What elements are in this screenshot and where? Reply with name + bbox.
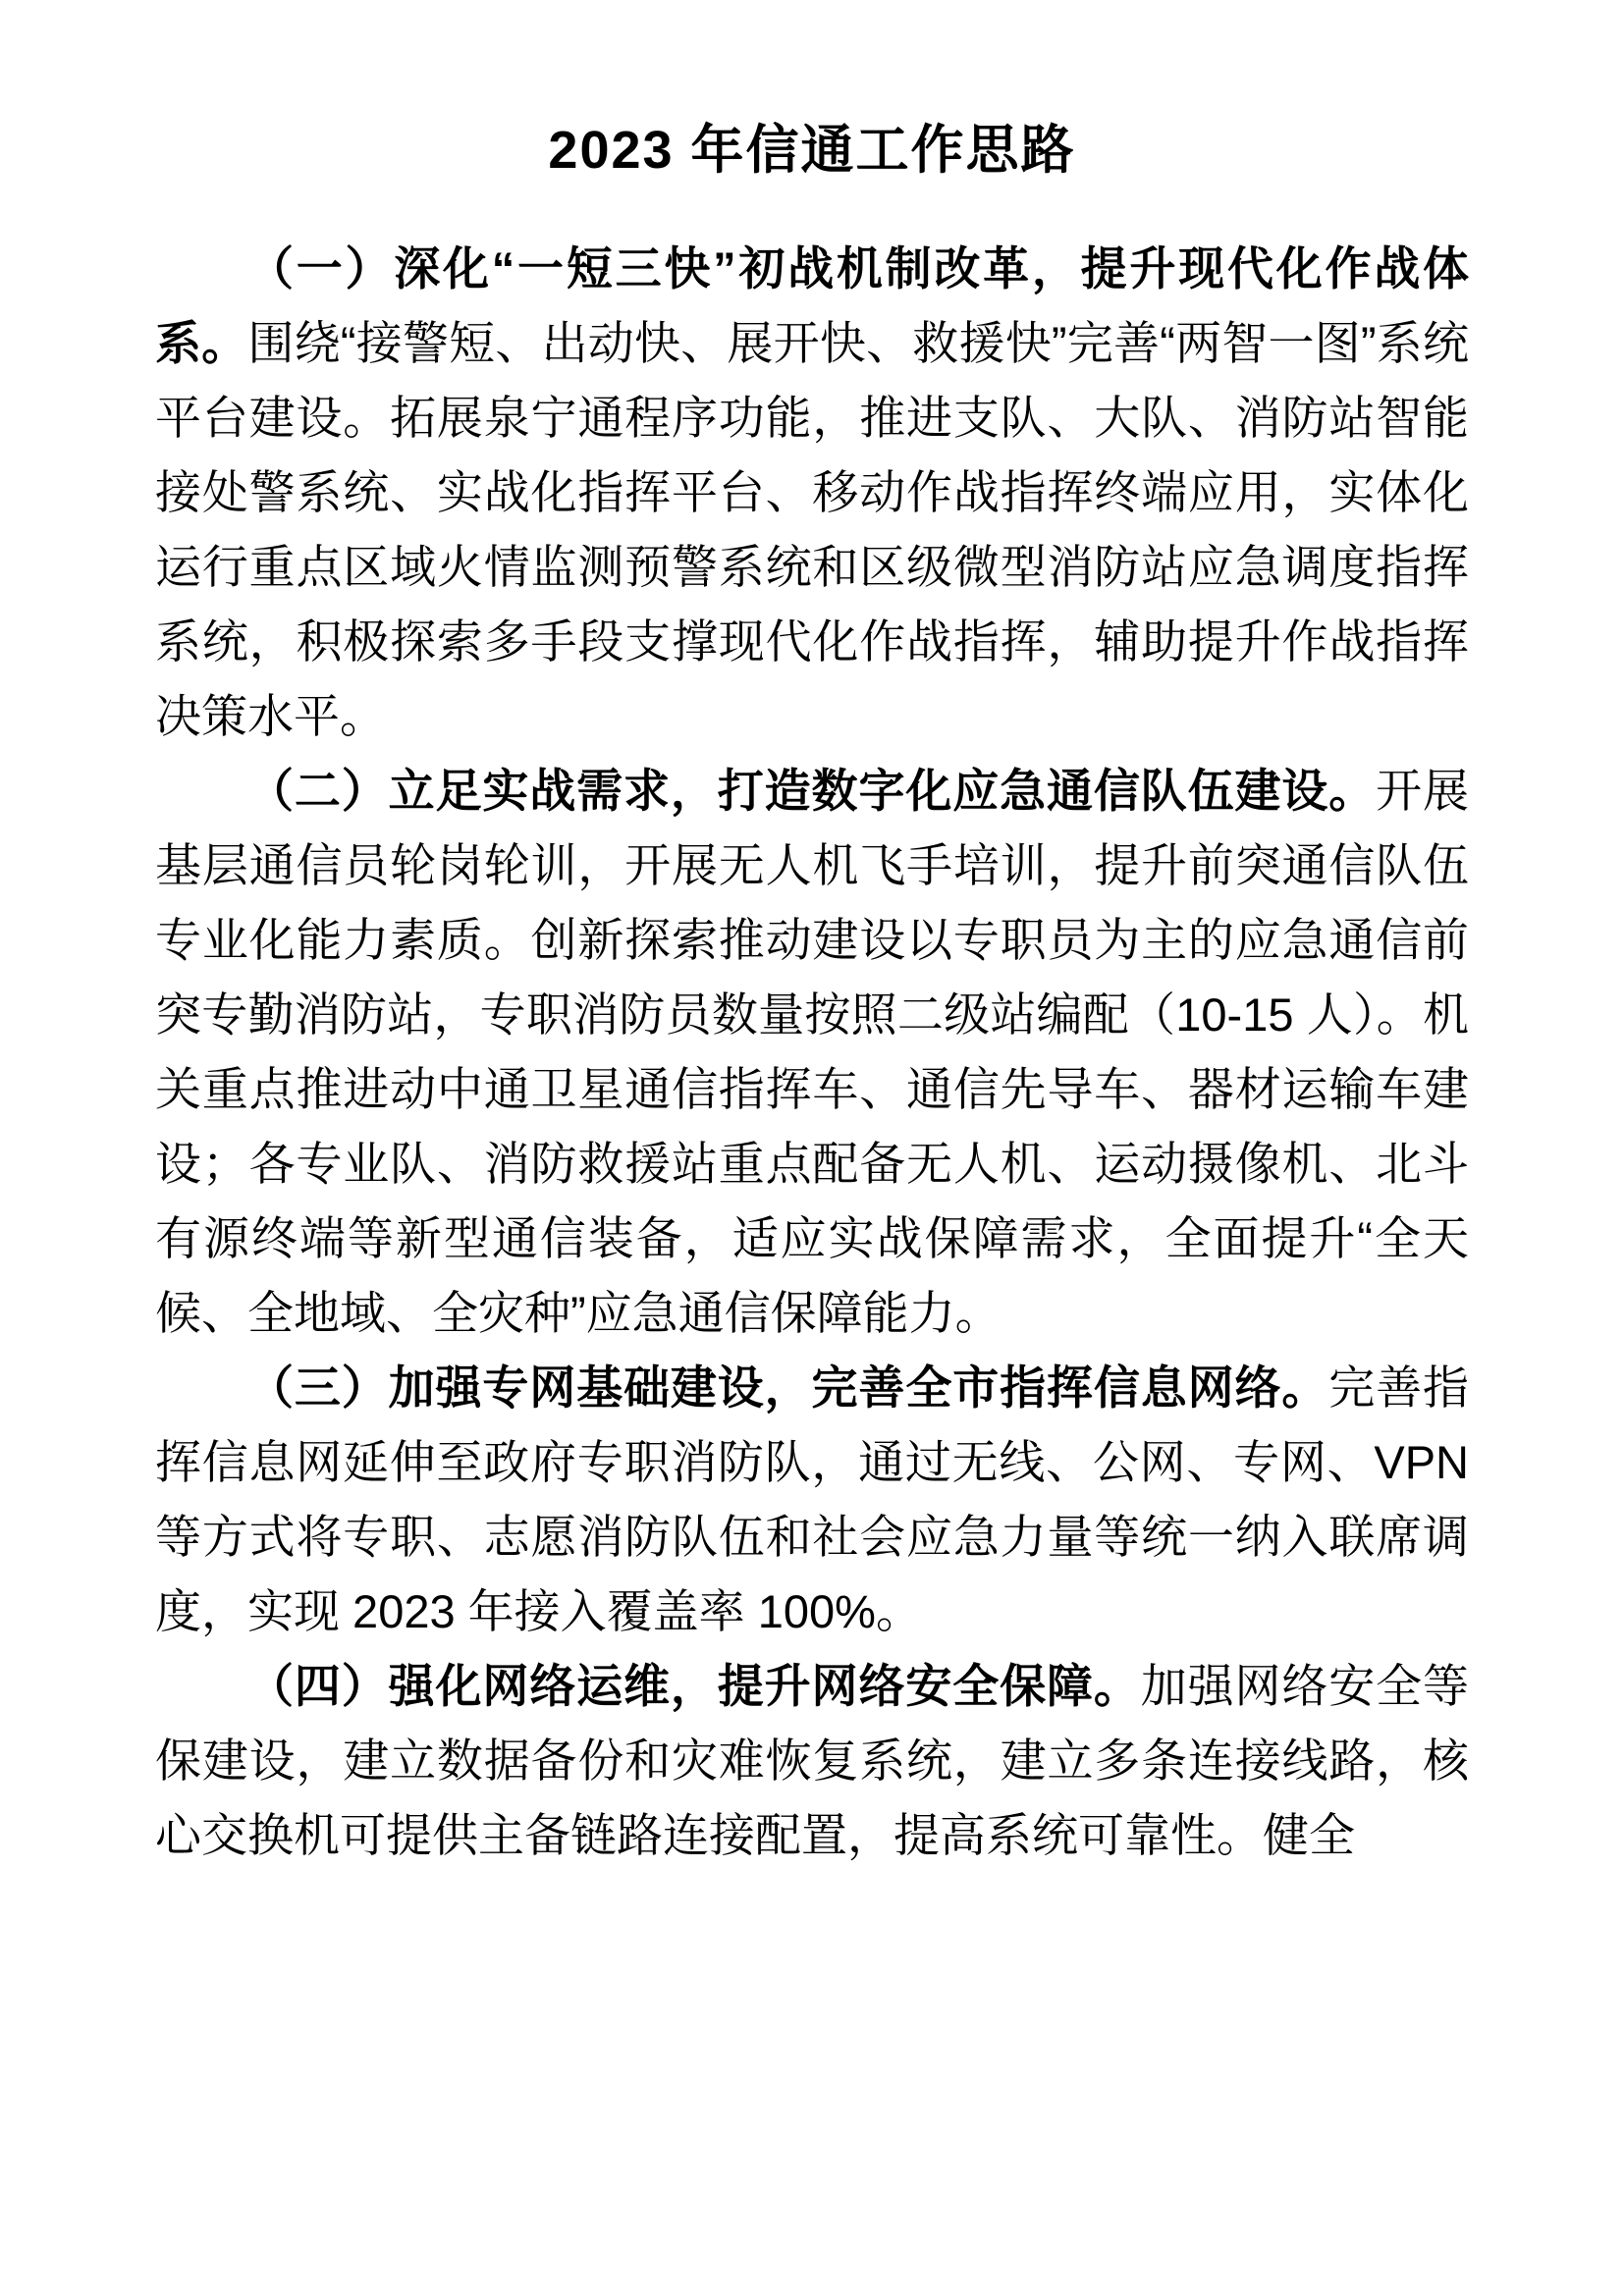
paragraph-1 bbox=[155, 232, 1469, 754]
document-title: 2023 年信通工作思路 bbox=[548, 121, 1076, 180]
paragraph-1-heading: （一）深化“一短三快”初战机制改革，提升现代化作战体系。 bbox=[155, 242, 1469, 370]
paragraph-3-body: 完善指挥信息网延伸至政府专职消防队，通过无线、公网、专网、VPN 等方式将专职、志愿消防队伍和社会应急力量等统一纳入联席调度，实现 2023 年接入覆盖率 100%。 bbox=[155, 1362, 1470, 1638]
paragraph-4-heading: （四）强化网络运维，提升网络安全保障。 bbox=[247, 1660, 1141, 1713]
paragraph-3 bbox=[155, 1351, 1469, 1649]
paragraph-2-body: 开展基层通信员轮岗轮训，开展无人机飞手培训，提升前突通信队伍专业化能力素质。创新探索推动建设以专职员为主的应急通信前突专勤消防站，专职消防员数量按照二级站编配（10-15 人）。机关重点推进动中通卫星通信指挥车、通信先导车、器材运输车建设；各专业队、消防救援站重点配备无人机、运动摄像机、北斗有源终端等新型通信装备，适应实战保障需求，全面提升“全天候、全地域、全灾种”应急通信保障能力。 bbox=[155, 765, 1470, 1340]
paragraph-4-body: 加强网络安全等保建设，建立数据备份和灾难恢复系统，建立多条连接线路，核心交换机可提供主备链路连接配置，提高系统可靠性。健全 bbox=[155, 1660, 1469, 1862]
paragraph-2 bbox=[155, 754, 1469, 1351]
paragraph-3-heading: （三）加强专网基础建设，完善全市指挥信息网络。 bbox=[247, 1362, 1329, 1415]
paragraph-1-body: 围绕“接警短、出动快、展开快、救援快”完善“两智一图”系统平台建设。拓展泉宁通程序功能，推进支队、大队、消防站智能接处警系统、实战化指挥平台、移动作战指挥终端应用，实体化运行重点区域火情监测预警系统和区级微型消防站应急调度指挥系统，积极探索多手段支撑现代化作战指挥，辅助提升作战指挥决策水平。 bbox=[155, 317, 1470, 743]
paragraph-2-heading: （二）立足实战需求，打造数字化应急通信队伍建设。 bbox=[247, 765, 1377, 818]
paragraph-4 bbox=[155, 1649, 1469, 1873]
